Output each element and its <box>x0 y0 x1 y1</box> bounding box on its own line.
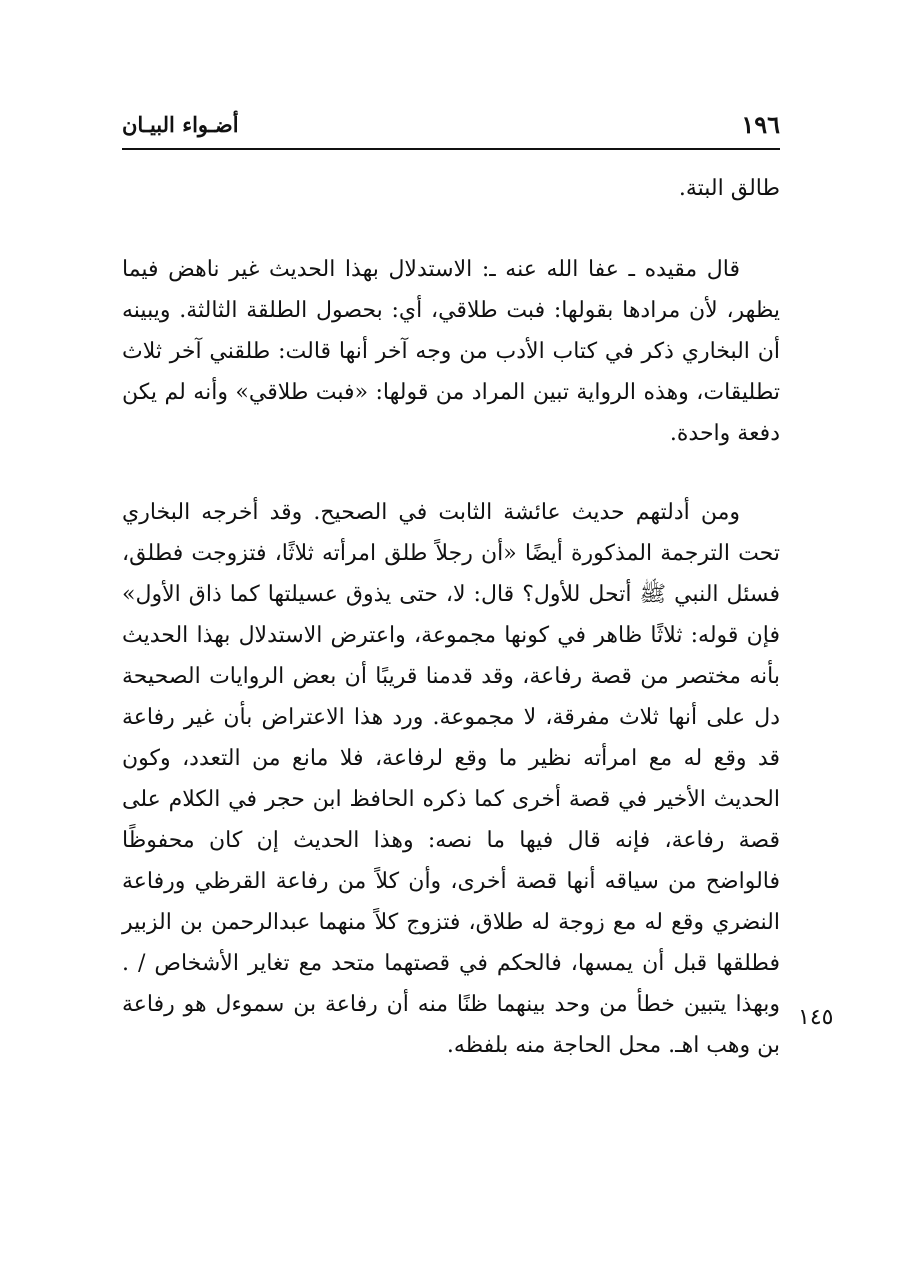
running-header <box>122 110 780 146</box>
margin-page-reference: ١٤٥ <box>798 1005 834 1030</box>
paragraph-gap <box>122 209 780 249</box>
page-body <box>122 168 780 1066</box>
page-number: ١٩٦ <box>741 110 780 139</box>
paragraph-commentary: قال مقيده ـ عفا الله عنه ـ: الاستدلال بهذا الحديث غير ناهض فيما يظهر، لأن مرادها بقولها: فبت طلاقي، أي: بحصول الطلقة الثالثة. ويبينه أن البخاري ذكر في كتاب الأدب من وجه آخر أنها قالت: طلقني آخر ثلاث تطليقات، وهذه الرواية تبين المراد من قولها: «فبت طلاقي» وأنه لم يكن دفعة واحدة. <box>122 257 780 446</box>
book-title: أضـواء البيـان <box>122 112 239 137</box>
paragraph-continuation: طالق البتة. <box>678 176 780 201</box>
paragraph-aisha-hadith: ومن أدلتهم حديث عائشة الثابت في الصحيح. وقد أخرجه البخاري تحت الترجمة المذكورة أيضًا «أن رجلاً طلق امرأته ثلاثًا، فتزوجت فطلق، فسئل النبي ﷺ أتحل للأول؟ قال: لا، حتى يذوق عسيلتها كما ذاق الأول» فإن قوله: ثلاثًا ظاهر في كونها مجموعة، واعترض الاستدلال بهذا الحديث بأنه مختصر من قصة رفاعة، وقد قدمنا قريبًا أن بعض الروايات الصحيحة دل على أنها ثلاث مفرقة، لا مجموعة. ورد هذا الاعتراض بأن غير رفاعة قد وقع له مع امرأته نظير ما وقع لرفاعة، فلا مانع من التعدد، وكون الحديث الأخير في قصة أخرى كما ذكره الحافظ ابن حجر في الكلام على قصة رفاعة، فإنه قال فيها ما نصه: وهذا الحديث إن كان محفوظًا فالواضح من سياقه أنها قصة أخرى، وأن كلاً من رفاعة القرظي ورفاعة النضري وقع له مع زوجة له طلاق، فتزوج كلاً منهما عبدالرحمن بن الزبير فطلقها قبل أن يمسها، فالحكم في قصتهما متحد مع تغاير الأشخاص / . وبهذا يتبين خطأ من وحد بينهما ظنًا منه أن رفاعة بن سموءل هو رفاعة بن وهب اهـ. محل الحاجة منه بلفظه. <box>122 500 780 1058</box>
header-rule <box>122 148 780 150</box>
paragraph-gap <box>122 454 780 492</box>
